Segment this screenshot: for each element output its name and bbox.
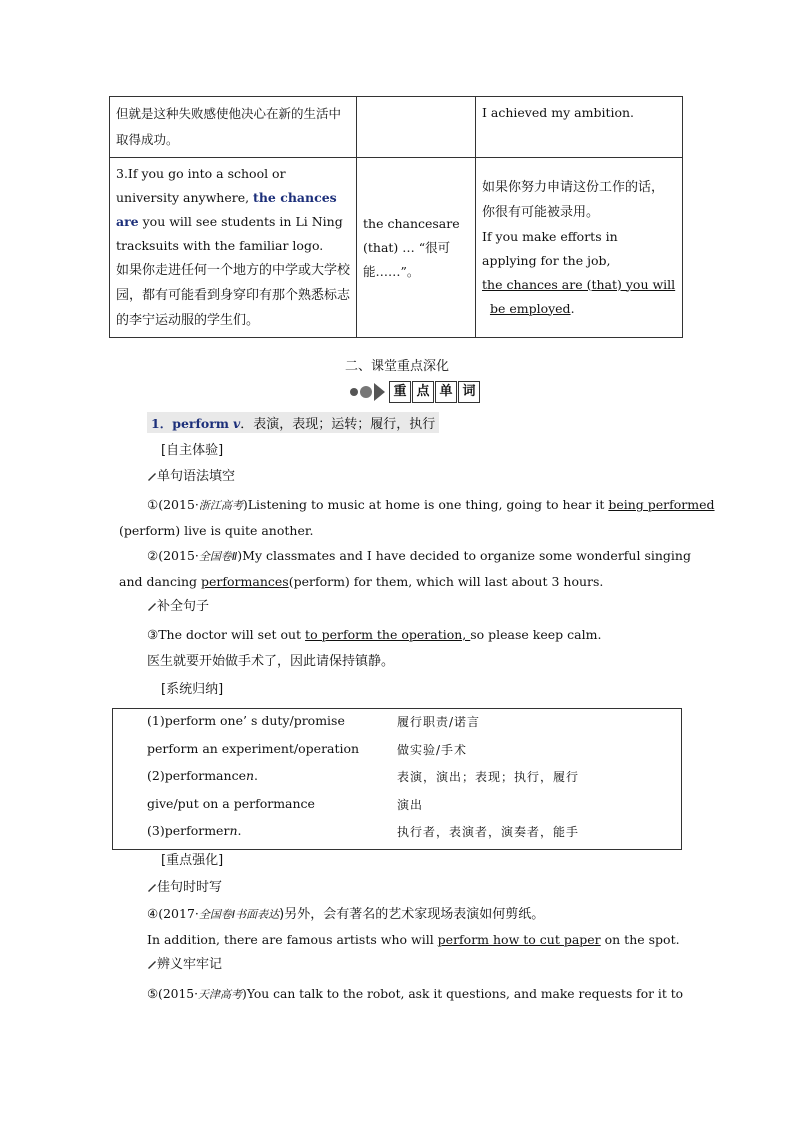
- ex-source: 天津高考: [198, 988, 243, 1001]
- example-en-pre: 3.If you go into a school or university anywhere,: [116, 166, 286, 205]
- label-system: [系统归纳]: [161, 682, 224, 697]
- label-text: 辨义牢牢记: [157, 957, 223, 972]
- table-cell: [357, 97, 476, 158]
- pen-icon: [147, 959, 157, 969]
- label-fill: [147, 468, 235, 486]
- label-strengthen: [重点强化]: [161, 853, 224, 868]
- ex-text: on the spot.: [600, 932, 680, 947]
- summary-right: 执行者，表演者，演奏者，能手: [397, 825, 580, 839]
- example-en-post: you will see students in Li Ning tracksuits with the familiar logo.: [116, 214, 343, 253]
- part-of-speech: n: [245, 768, 255, 783]
- label-complete: [147, 598, 209, 616]
- ex-text: (perform) for them, which will last about 3 hours.: [288, 574, 604, 589]
- table-cell: the chancesare (that) … “很可能……”。: [357, 158, 476, 338]
- summary-right: 表演，演出；表现；执行，履行: [397, 770, 580, 784]
- summary-right: 演出: [397, 798, 424, 812]
- ex-source: 浙江高考: [198, 499, 243, 512]
- example-table: [109, 96, 683, 338]
- word-number: 1．: [151, 416, 173, 431]
- answer: perform how to cut paper: [437, 932, 601, 947]
- exercise-2: [147, 547, 691, 566]
- badge-char: 词: [458, 381, 480, 403]
- answer: performances: [201, 574, 289, 589]
- ex-text: and dancing: [119, 574, 202, 589]
- ex-text: In addition, there are famous artists who will: [147, 932, 438, 947]
- ex-source: 全国卷Ⅱ: [198, 550, 238, 563]
- exercise-1: [147, 496, 715, 515]
- exercise-cn: 如果你努力申请这份工作的话，你很有可能被录用。: [482, 179, 665, 220]
- label-remember: [147, 956, 222, 974]
- badge-char: 点: [412, 381, 434, 403]
- exercise-2-cont: [119, 573, 603, 591]
- summary-term: (2)performance: [147, 768, 246, 783]
- exercise-en: If you make efforts in applying for the job,: [482, 228, 618, 268]
- part-of-speech: v: [233, 416, 241, 431]
- ex-text: so please keep calm.: [470, 627, 602, 642]
- ex-prefix: ①(2015·: [147, 497, 199, 512]
- answer: be employed: [489, 300, 571, 316]
- exercise-4: [147, 905, 544, 924]
- label-text: 单句语法填空: [157, 469, 236, 484]
- ex-source: 全国卷Ⅰ书面表达: [198, 908, 280, 921]
- example-cn: 如果你走进任何一个地方的中学或大学校园，都有可能看到身穿印有那个熟悉标志的李宁运动服的学生们。: [116, 263, 351, 328]
- table-cell: I achieved my ambition.: [476, 97, 683, 158]
- exercise-3-cn: 医生就要开始做手术了，因此请保持镇静。: [147, 654, 395, 669]
- pen-icon: [147, 601, 157, 611]
- label-self: [自主体验]: [161, 443, 224, 458]
- key-words-badge: [350, 381, 481, 403]
- table-cell: [110, 158, 357, 338]
- exercise-5: [147, 985, 683, 1004]
- exercise-3: [147, 626, 601, 644]
- label-write: [147, 879, 222, 897]
- badge-char: 单: [435, 381, 457, 403]
- answer: the chances are (that) you will: [482, 276, 676, 292]
- word-meaning: ．表演，表现；运转；履行，执行: [240, 417, 436, 432]
- summary-term: (3)performer: [147, 823, 230, 838]
- table-cell: 但就是这种失败感使他决心在新的生活中取得成功。: [110, 97, 357, 158]
- dot-icon: [350, 388, 358, 396]
- answer: to perform the operation,: [305, 627, 471, 642]
- badge-char: 重: [389, 381, 411, 403]
- summary-right: 履行职责/诺言: [397, 715, 481, 729]
- summary-box: [112, 708, 682, 850]
- summary-left: give/put on a performance: [147, 796, 315, 811]
- summary-left: (3)performern.: [147, 823, 242, 838]
- headword-line: [147, 412, 439, 433]
- ex-text: ③The doctor will set out: [147, 627, 306, 642]
- answer: being performed: [608, 497, 715, 512]
- dot-icon: [360, 386, 372, 398]
- label-text: 补全句子: [157, 599, 210, 614]
- exercise-4-en: [147, 931, 680, 949]
- table-cell: 如果你努力申请这份工作的话，你很有可能被录用。 If you make efforts in applying for the job, the chances are (that) you will be employed.: [476, 158, 683, 338]
- summary-left: (1)perform one’ s duty/promise: [147, 713, 345, 728]
- ex-prefix: ②(2015·: [147, 548, 199, 563]
- exercise-1-cont: (perform) live is quite another.: [119, 523, 314, 538]
- ex-text: )另外，会有著名的艺术家现场表演如何剪纸。: [279, 907, 545, 922]
- pen-icon: [147, 471, 157, 481]
- ex-prefix: ⑤(2015·: [147, 987, 199, 1001]
- ex-text: )You can talk to the robot, ask it questions, and make requests for it to: [242, 987, 684, 1001]
- ex-text: )Listening to music at home is one thing, going to hear it: [242, 497, 609, 512]
- headword: perform: [172, 416, 230, 431]
- table-row: [110, 158, 683, 338]
- ex-prefix: ④(2017·: [147, 906, 199, 921]
- summary-right: 做实验/手术: [397, 743, 468, 757]
- summary-left: perform an experiment/operation: [147, 741, 360, 756]
- part-of-speech: n: [229, 823, 238, 838]
- summary-left: (2)performancen.: [147, 768, 259, 783]
- key-phrase: the chances are: [116, 190, 337, 229]
- label-text: 佳句时时写: [157, 880, 223, 895]
- arrow-icon: [374, 383, 385, 401]
- table-row: [110, 97, 683, 158]
- ex-text: )My classmates and I have decided to organize some wonderful singing: [237, 548, 691, 563]
- pen-icon: [147, 882, 157, 892]
- section-title: 二、课堂重点深化: [344, 359, 449, 374]
